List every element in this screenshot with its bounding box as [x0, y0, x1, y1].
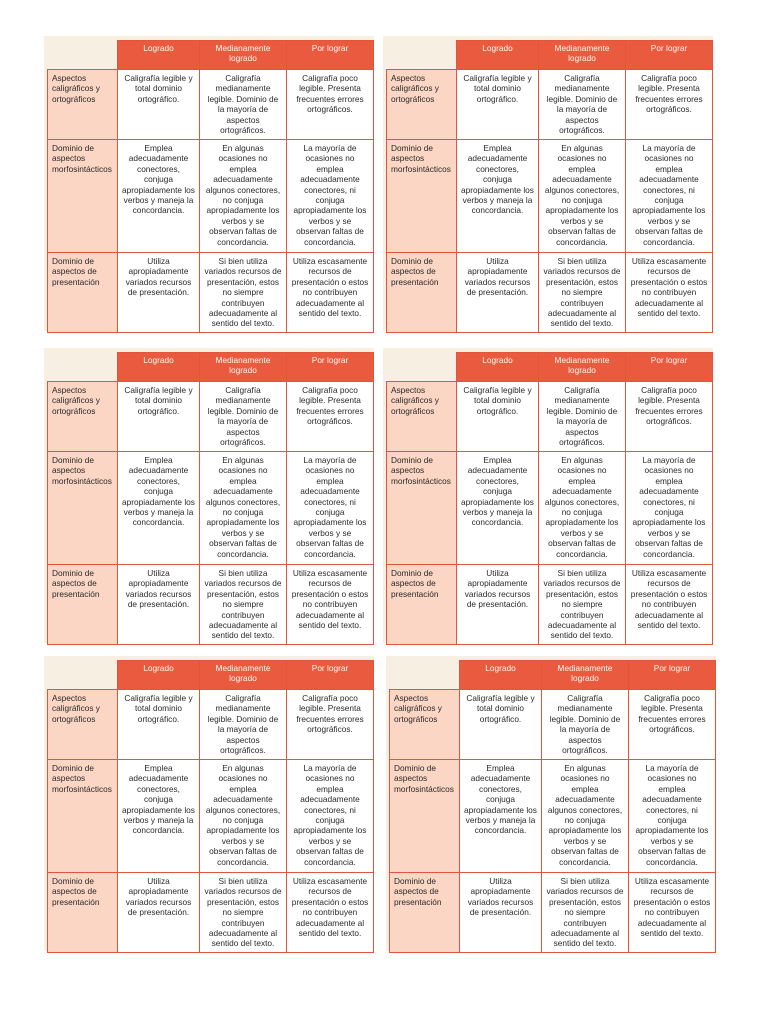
rubric-table	[386, 40, 713, 333]
criterion-label: Dominio de aspectos de presentación	[387, 253, 457, 333]
rubric-card-6	[386, 656, 716, 951]
header-row	[48, 353, 374, 382]
descriptor-cell: Emplea adecuadamente conectores, conjuga apropiadamente los verbos y maneja la concordancia.	[118, 140, 200, 253]
descriptor-cell: Si bien utiliza variados recursos de presentación, estos no siempre contribuyen adecuadamente al sentido del texto.	[200, 873, 287, 953]
descriptor-cell: Caligrafía poco legible. Presenta frecuentes errores ortográficos.	[626, 382, 713, 452]
header-por-lograr: Por lograr	[287, 41, 374, 70]
header-por-lograr: Por lograr	[626, 41, 713, 70]
descriptor-cell: La mayoría de ocasiones no emplea adecuadamente conectores, ni conjuga apropiadamente los verbos y se observan faltas de concordancia.	[626, 452, 713, 565]
rubric-card-2	[383, 36, 713, 331]
header-row	[48, 41, 374, 70]
header-row	[390, 661, 716, 690]
criterion-label: Dominio de aspectos de presentación	[48, 565, 118, 645]
header-logrado: Logrado	[457, 41, 539, 70]
header-blank-cell	[387, 353, 457, 382]
descriptor-cell: En algunas ocasiones no emplea adecuadamente algunos conectores, no conjuga apropiadamente los verbos y se observan faltas de concordancia.	[200, 760, 287, 873]
descriptor-cell: Utiliza escasamente recursos de presentación o estos no contribuyen adecuadamente al sentido del texto.	[287, 565, 374, 645]
descriptor-cell: Caligrafía poco legible. Presenta frecuentes errores ortográficos.	[287, 382, 374, 452]
descriptor-cell: Si bien utiliza variados recursos de presentación, estos no siempre contribuyen adecuadamente al sentido del texto.	[200, 565, 287, 645]
header-logrado: Logrado	[457, 353, 539, 382]
table-row	[48, 565, 374, 645]
descriptor-cell: Caligrafía poco legible. Presenta frecuentes errores ortográficos.	[287, 70, 374, 140]
header-medianamente-logrado: Medianamente logrado	[542, 661, 629, 690]
descriptor-cell: Caligrafía legible y total dominio ortográfico.	[460, 690, 542, 760]
descriptor-cell: Utiliza apropiadamente variados recursos de presentación.	[118, 253, 200, 333]
rubric-table	[47, 660, 374, 953]
descriptor-cell: La mayoría de ocasiones no emplea adecuadamente conectores, ni conjuga apropiadamente los verbos y se observan faltas de concordancia.	[287, 760, 374, 873]
descriptor-cell: Utiliza escasamente recursos de presentación o estos no contribuyen adecuadamente al sentido del texto.	[626, 565, 713, 645]
descriptor-cell: Caligrafía poco legible. Presenta frecuentes errores ortográficos.	[626, 70, 713, 140]
descriptor-cell: Si bien utiliza variados recursos de presentación, estos no siempre contribuyen adecuadamente al sentido del texto.	[200, 253, 287, 333]
descriptor-cell: Utiliza apropiadamente variados recursos de presentación.	[460, 873, 542, 953]
criterion-label: Dominio de aspectos de presentación	[48, 253, 118, 333]
descriptor-cell: Si bien utiliza variados recursos de presentación, estos no siempre contribuyen adecuadamente al sentido del texto.	[542, 873, 629, 953]
header-medianamente-logrado: Medianamente logrado	[200, 661, 287, 690]
descriptor-cell: Utiliza apropiadamente variados recursos de presentación.	[457, 565, 539, 645]
descriptor-cell: La mayoría de ocasiones no emplea adecuadamente conectores, ni conjuga apropiadamente los verbos y se observan faltas de concordancia.	[287, 140, 374, 253]
descriptor-cell: En algunas ocasiones no emplea adecuadamente algunos conectores, no conjuga apropiadamente los verbos y se observan faltas de concordancia.	[542, 760, 629, 873]
header-medianamente-logrado: Medianamente logrado	[539, 41, 626, 70]
criterion-label: Aspectos caligráficos y ortográficos	[48, 382, 118, 452]
descriptor-cell: Utiliza escasamente recursos de presentación o estos no contribuyen adecuadamente al sentido del texto.	[287, 873, 374, 953]
criterion-label: Aspectos caligráficos y ortográficos	[387, 382, 457, 452]
table-row	[48, 140, 374, 253]
criterion-label: Dominio de aspectos morfosintácticos	[387, 452, 457, 565]
descriptor-cell: Utiliza escasamente recursos de presentación o estos no contribuyen adecuadamente al sentido del texto.	[629, 873, 716, 953]
descriptor-cell: Caligrafía poco legible. Presenta frecuentes errores ortográficos.	[629, 690, 716, 760]
descriptor-cell: En algunas ocasiones no emplea adecuadamente algunos conectores, no conjuga apropiadamente los verbos y se observan faltas de concordancia.	[539, 140, 626, 253]
table-row	[387, 382, 713, 452]
descriptor-cell: Utiliza escasamente recursos de presentación o estos no contribuyen adecuadamente al sentido del texto.	[626, 253, 713, 333]
criterion-label: Dominio de aspectos morfosintácticos	[390, 760, 460, 873]
criterion-label: Dominio de aspectos morfosintácticos	[387, 140, 457, 253]
header-blank-cell	[48, 661, 118, 690]
rubric-card-3	[44, 348, 374, 643]
header-por-lograr: Por lograr	[629, 661, 716, 690]
header-logrado: Logrado	[118, 41, 200, 70]
descriptor-cell: Caligrafía legible y total dominio ortográfico.	[118, 382, 200, 452]
descriptor-cell: En algunas ocasiones no emplea adecuadamente algunos conectores, no conjuga apropiadamente los verbos y se observan faltas de concordancia.	[539, 452, 626, 565]
table-row	[387, 70, 713, 140]
table-row	[48, 760, 374, 873]
table-row	[387, 565, 713, 645]
header-blank-cell	[387, 41, 457, 70]
header-blank-cell	[390, 661, 460, 690]
descriptor-cell: Caligrafía legible y total dominio ortográfico.	[457, 70, 539, 140]
rubric-card-5	[44, 656, 374, 951]
criterion-label: Dominio de aspectos morfosintácticos	[48, 452, 118, 565]
descriptor-cell: En algunas ocasiones no emplea adecuadamente algunos conectores, no conjuga apropiadamente los verbos y se observan faltas de concordancia.	[200, 452, 287, 565]
descriptor-cell: La mayoría de ocasiones no emplea adecuadamente conectores, ni conjuga apropiadamente los verbos y se observan faltas de concordancia.	[626, 140, 713, 253]
descriptor-cell: Caligrafía medianamente legible. Dominio de la mayoría de aspectos ortográficos.	[200, 690, 287, 760]
header-logrado: Logrado	[118, 353, 200, 382]
descriptor-cell: En algunas ocasiones no emplea adecuadamente algunos conectores, no conjuga apropiadamente los verbos y se observan faltas de concordancia.	[200, 140, 287, 253]
descriptor-cell: Caligrafía poco legible. Presenta frecuentes errores ortográficos.	[287, 690, 374, 760]
table-row	[48, 253, 374, 333]
rubric-table	[47, 352, 374, 645]
rubric-table	[386, 352, 713, 645]
descriptor-cell: Si bien utiliza variados recursos de presentación, estos no siempre contribuyen adecuadamente al sentido del texto.	[539, 253, 626, 333]
descriptor-cell: Caligrafía legible y total dominio ortográfico.	[457, 382, 539, 452]
header-row	[387, 353, 713, 382]
descriptor-cell: Emplea adecuadamente conectores, conjuga apropiadamente los verbos y maneja la concordancia.	[457, 452, 539, 565]
header-medianamente-logrado: Medianamente logrado	[200, 353, 287, 382]
descriptor-cell: Caligrafía medianamente legible. Dominio de la mayoría de aspectos ortográficos.	[539, 70, 626, 140]
table-row	[390, 760, 716, 873]
table-row	[48, 690, 374, 760]
rubric-table	[47, 40, 374, 333]
table-row	[387, 253, 713, 333]
descriptor-cell: Utiliza apropiadamente variados recursos de presentación.	[457, 253, 539, 333]
descriptor-cell: Caligrafía legible y total dominio ortográfico.	[118, 690, 200, 760]
table-row	[48, 873, 374, 953]
table-row	[387, 452, 713, 565]
descriptor-cell: Si bien utiliza variados recursos de presentación, estos no siempre contribuyen adecuadamente al sentido del texto.	[539, 565, 626, 645]
table-row	[48, 382, 374, 452]
header-logrado: Logrado	[460, 661, 542, 690]
header-row	[387, 41, 713, 70]
rubric-card-1	[44, 36, 374, 331]
descriptor-cell: La mayoría de ocasiones no emplea adecuadamente conectores, ni conjuga apropiadamente los verbos y se observan faltas de concordancia.	[629, 760, 716, 873]
descriptor-cell: Utiliza escasamente recursos de presentación o estos no contribuyen adecuadamente al sentido del texto.	[287, 253, 374, 333]
descriptor-cell: La mayoría de ocasiones no emplea adecuadamente conectores, ni conjuga apropiadamente los verbos y se observan faltas de concordancia.	[287, 452, 374, 565]
descriptor-cell: Caligrafía medianamente legible. Dominio de la mayoría de aspectos ortográficos.	[539, 382, 626, 452]
header-blank-cell	[48, 353, 118, 382]
criterion-label: Dominio de aspectos morfosintácticos	[48, 760, 118, 873]
descriptor-cell: Caligrafía medianamente legible. Dominio de la mayoría de aspectos ortográficos.	[200, 70, 287, 140]
header-por-lograr: Por lograr	[287, 661, 374, 690]
header-blank-cell	[48, 41, 118, 70]
descriptor-cell: Emplea adecuadamente conectores, conjuga apropiadamente los verbos y maneja la concordancia.	[460, 760, 542, 873]
header-row	[48, 661, 374, 690]
table-row	[387, 140, 713, 253]
header-logrado: Logrado	[118, 661, 200, 690]
table-row	[390, 873, 716, 953]
header-medianamente-logrado: Medianamente logrado	[200, 41, 287, 70]
rubric-card-4	[383, 348, 713, 643]
descriptor-cell: Caligrafía medianamente legible. Dominio de la mayoría de aspectos ortográficos.	[542, 690, 629, 760]
descriptor-cell: Emplea adecuadamente conectores, conjuga apropiadamente los verbos y maneja la concordancia.	[457, 140, 539, 253]
header-por-lograr: Por lograr	[287, 353, 374, 382]
criterion-label: Dominio de aspectos de presentación	[390, 873, 460, 953]
descriptor-cell: Emplea adecuadamente conectores, conjuga apropiadamente los verbos y maneja la concordancia.	[118, 452, 200, 565]
header-medianamente-logrado: Medianamente logrado	[539, 353, 626, 382]
table-row	[390, 690, 716, 760]
criterion-label: Aspectos caligráficos y ortográficos	[48, 690, 118, 760]
criterion-label: Dominio de aspectos de presentación	[387, 565, 457, 645]
criterion-label: Dominio de aspectos morfosintácticos	[48, 140, 118, 253]
descriptor-cell: Caligrafía legible y total dominio ortográfico.	[118, 70, 200, 140]
table-row	[48, 452, 374, 565]
criterion-label: Aspectos caligráficos y ortográficos	[390, 690, 460, 760]
descriptor-cell: Utiliza apropiadamente variados recursos de presentación.	[118, 873, 200, 953]
criterion-label: Dominio de aspectos de presentación	[48, 873, 118, 953]
descriptor-cell: Emplea adecuadamente conectores, conjuga apropiadamente los verbos y maneja la concordancia.	[118, 760, 200, 873]
descriptor-cell: Utiliza apropiadamente variados recursos de presentación.	[118, 565, 200, 645]
rubric-table	[389, 660, 716, 953]
criterion-label: Aspectos caligráficos y ortográficos	[48, 70, 118, 140]
criterion-label: Aspectos caligráficos y ortográficos	[387, 70, 457, 140]
descriptor-cell: Caligrafía medianamente legible. Dominio de la mayoría de aspectos ortográficos.	[200, 382, 287, 452]
table-row	[48, 70, 374, 140]
header-por-lograr: Por lograr	[626, 353, 713, 382]
